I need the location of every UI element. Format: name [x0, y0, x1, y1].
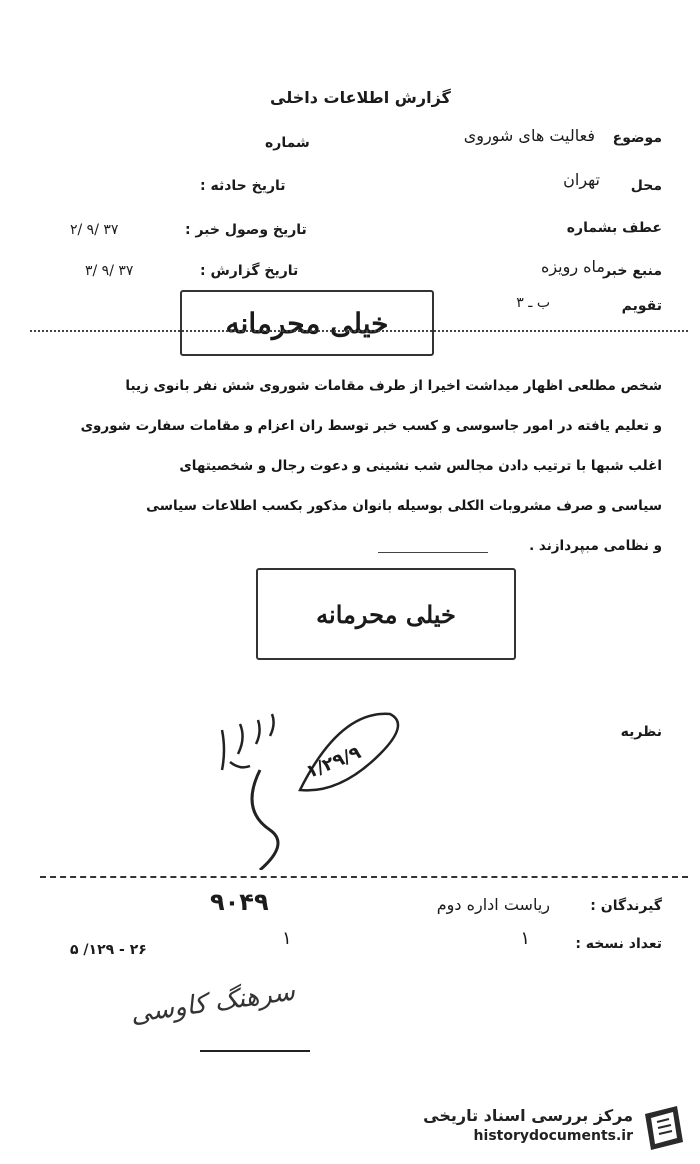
confidential-stamp-middle: [256, 568, 516, 660]
confidential-stamp-middle-text: خیلی محرمانه: [316, 599, 456, 629]
attachment-label: عطف بشماره: [566, 220, 662, 236]
source-value: ماه رویزه: [540, 257, 605, 276]
count-value: ۱: [520, 928, 530, 949]
number-label: شماره: [265, 135, 310, 151]
footer-divider: [40, 876, 688, 878]
report-date-label: تاریخ گزارش :: [200, 263, 299, 279]
evaluation-value: ب ـ ۳: [516, 295, 550, 311]
bottom-signature: سرهنگ کاوسی: [128, 976, 297, 1030]
place-value: تهران: [563, 170, 600, 189]
incident-date-label: تاریخ حادثه :: [200, 178, 286, 194]
recipients-value: ریاست اداره دوم: [436, 895, 550, 914]
recipients-label: گیرندگان :: [590, 898, 662, 914]
body-line-5: و نظامی مبپردازند .: [529, 538, 662, 554]
branding-name: مرکز بررسی اسناد تاریخی: [423, 1106, 633, 1125]
opinion-label: نظریه: [620, 724, 662, 740]
source-label: منبع خبر: [602, 263, 662, 279]
branding-footer: [405, 1098, 695, 1158]
body-line-3: اغلب شبها با ترتیب دادن مجالس شب نشینی و دعوت رجال و شخصیتهای: [179, 458, 662, 474]
receipt-date-label: تاریخ وصول خبر :: [185, 222, 307, 238]
signature-underline: [200, 1050, 310, 1052]
handwritten-note: ۱/۲۹/۹: [303, 742, 364, 783]
confidential-stamp-top: [180, 290, 434, 356]
body-line-4: سیاسی و صرف مشروبات الکلی بوسیله بانوان مذکور بکسب اطلاعات سیاسی: [146, 498, 662, 514]
handwritten-signature-graphic: [200, 700, 410, 870]
subject-value: فعالیت های شوروی: [463, 126, 595, 145]
branding-url[interactable]: historydocuments.ir: [473, 1128, 633, 1144]
reference-code: ۲۶ - ۱۲۹/ ۵: [70, 942, 147, 958]
body-line-1: شخص مطلعی اظهار میداشت اخیرا از طرف مقامات شوروی شش نفر بانوی زیبا: [125, 378, 662, 394]
confidential-stamp-top-text: خیلی محرمانه: [225, 306, 389, 340]
receipt-date-value: ۲/ ۹/ ۳۷: [70, 222, 119, 238]
header-divider: [30, 330, 688, 332]
body-end-line: [378, 552, 488, 553]
body-line-2: و تعلیم یافته در امور جاسوسی و کسب خبر توسط ران اعزام و مقامات سفارت شوروی: [80, 418, 662, 434]
report-date-value: ۳/ ۹/ ۳۷: [85, 263, 134, 279]
handwritten-code: ۹۰۴۹: [210, 888, 269, 916]
document-title: گزارش اطلاعات داخلی: [270, 88, 451, 107]
place-label: محل: [630, 178, 662, 194]
count-label: تعداد نسخه :: [575, 936, 662, 952]
subject-label: موضوع: [612, 130, 662, 146]
evaluation-label: تقویم: [621, 298, 662, 314]
count-value-handwritten: ۱: [282, 928, 292, 949]
history-documents-logo-icon: [637, 1102, 689, 1154]
